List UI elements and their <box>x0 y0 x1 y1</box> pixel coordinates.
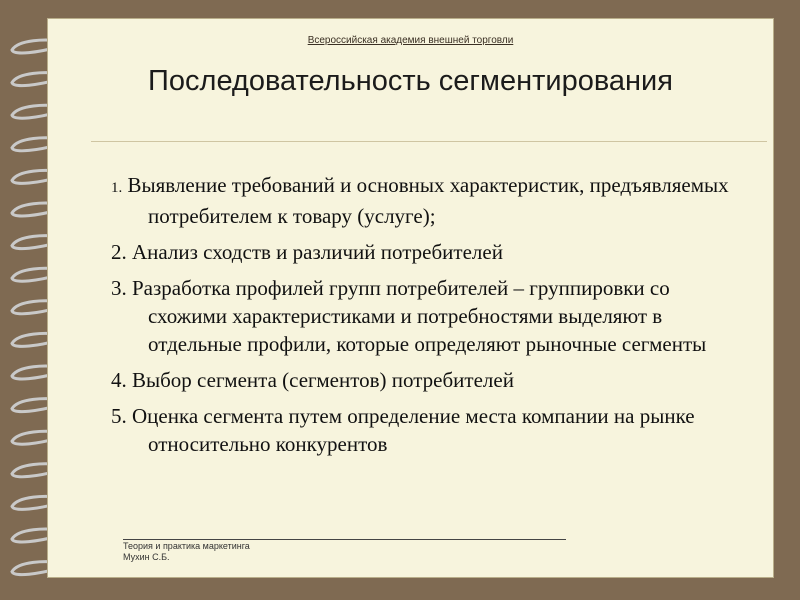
step-5 <box>111 402 741 458</box>
step-3 <box>111 274 741 358</box>
slide-title: Последовательность сегментирования <box>148 65 673 97</box>
footer-line <box>123 539 566 540</box>
footer-course: Теория и практика маркетинга <box>123 541 250 551</box>
steps-list <box>111 171 741 466</box>
step-5-text: Оценка сегмента путем определение места компании на рынке относительно конкурентов <box>132 404 695 456</box>
step-4-text: Выбор сегмента (сегментов) потребителей <box>132 368 514 392</box>
step-4-number: 4. <box>111 368 127 392</box>
step-1-number: 1. <box>111 180 123 196</box>
slide-page <box>47 18 774 578</box>
title-divider <box>91 141 767 142</box>
step-3-number: 3. <box>111 276 127 300</box>
slide-footer <box>123 539 578 563</box>
step-2 <box>111 238 741 266</box>
step-3-text: Разработка профилей групп потребителей – группировки со схожими характеристиками и потребностями выделяют в отдельные профили, которые определяют рыночные сегменты <box>132 276 707 356</box>
step-1-text: Выявление требований и основных характеристик, предъявляемых потребителем к товару (услуге); <box>127 173 729 228</box>
step-5-number: 5. <box>111 404 127 428</box>
step-2-number: 2. <box>111 240 127 264</box>
step-2-text: Анализ сходств и различий потребителей <box>132 240 503 264</box>
step-1 <box>111 171 741 230</box>
footer-author: Мухин С.Б. <box>123 552 170 562</box>
step-4 <box>111 366 741 394</box>
organization-header: Всероссийская академия внешней торговли <box>307 35 514 46</box>
